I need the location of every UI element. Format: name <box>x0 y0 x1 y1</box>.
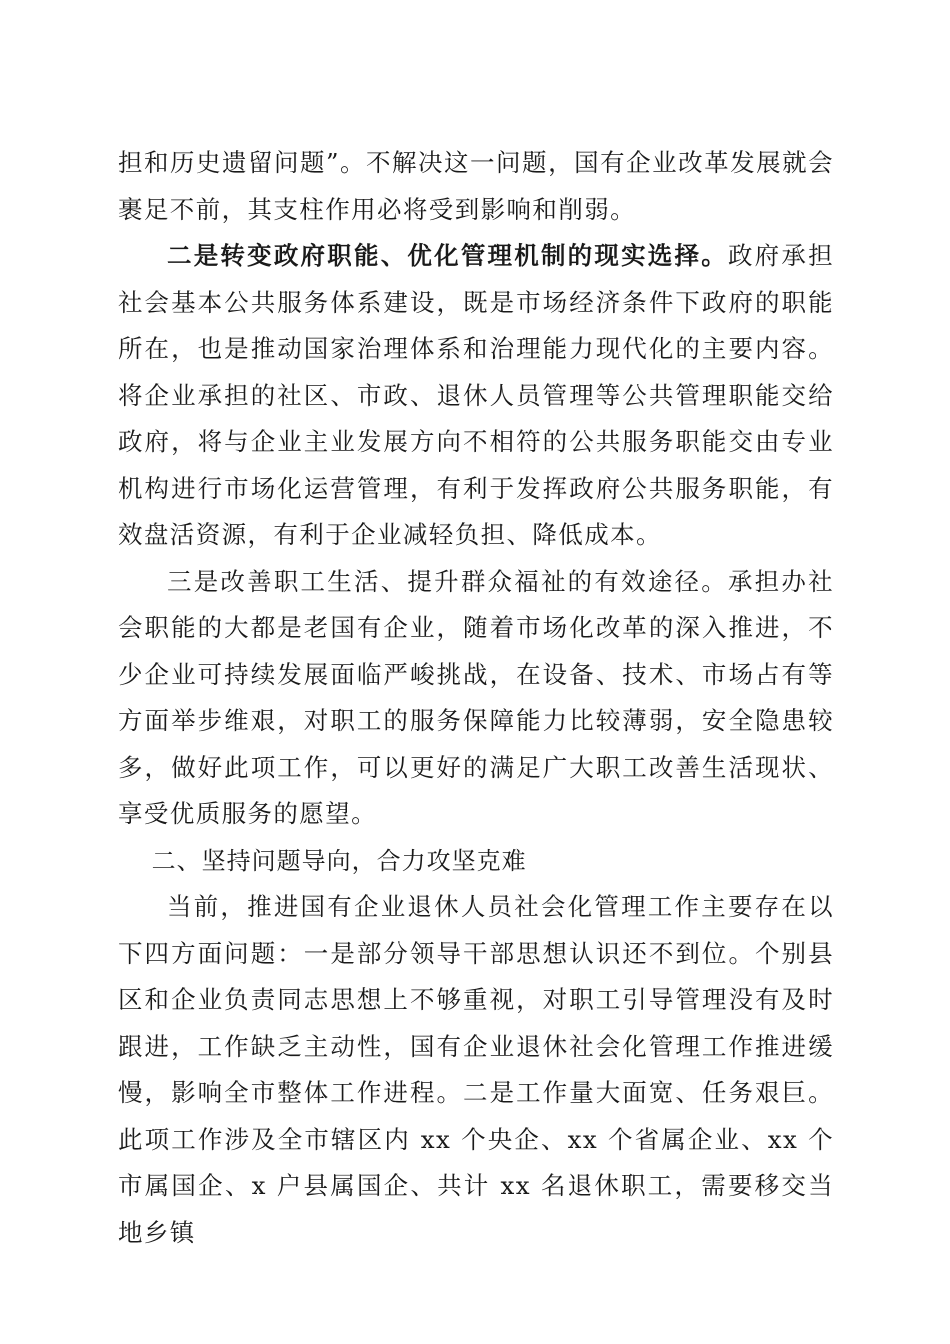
document-page <box>118 140 834 1256</box>
paragraph-lead-bold: 二是转变政府职能、优化管理机制的现实选择。 <box>167 241 728 270</box>
paragraph-text: 担和历史遗留问题”。不解决这一问题，国有企业改革发展就会裹足不前，其支柱作用必将受到影响和削弱。 <box>118 148 834 224</box>
section-heading: 二、坚持问题导向，合力攻坚克难 <box>151 846 527 875</box>
paragraph-text: 三是改善职工生活、提升群众福祉的有效途径。承担办社会职能的大都是老国有企业，随着市场化改革的深入推进，不少企业可持续发展面临严峻挑战，在设备、技术、市场占有等方面举步维艰，对职工的服务保障能力比较薄弱，安全隐患较多，做好此项工作，可以更好的满足广大职工改善生活现状、享受优质服务的愿望。 <box>118 566 834 828</box>
paragraph-point-two <box>118 233 834 559</box>
paragraph-continuation <box>118 140 834 233</box>
paragraph-text: 政府承担社会基本公共服务体系建设，既是市场经济条件下政府的职能所在，也是推动国家治理体系和治理能力现代化的主要内容。将企业承担的社区、市政、退休人员管理等公共管理职能交给政府，将与企业主业发展方向不相符的公共服务职能交由专业机构进行市场化运营管理，有利于发挥政府公共服务职能，有效盘活资源，有利于企业减轻负担、降低成本。 <box>118 241 834 549</box>
paragraph-point-three <box>118 559 834 838</box>
paragraph-text: 当前，推进国有企业退休人员社会化管理工作主要存在以下四方面问题：一是部分领导干部思想认识还不到位。个别县区和企业负责同志思想上不够重视，对职工引导管理没有及时跟进，工作缺乏主动性，国有企业退休社会化管理工作推进缓慢，影响全市整体工作进程。二是工作量大面宽、任务艰巨。此项工作涉及全市辖区内 xx 个央企、xx 个省属企业、xx 个市属国企、x 户县属国企、共计 xx 名退休职工，需要移交当地乡镇 <box>118 892 834 1247</box>
paragraph-current-problems <box>118 884 834 1256</box>
